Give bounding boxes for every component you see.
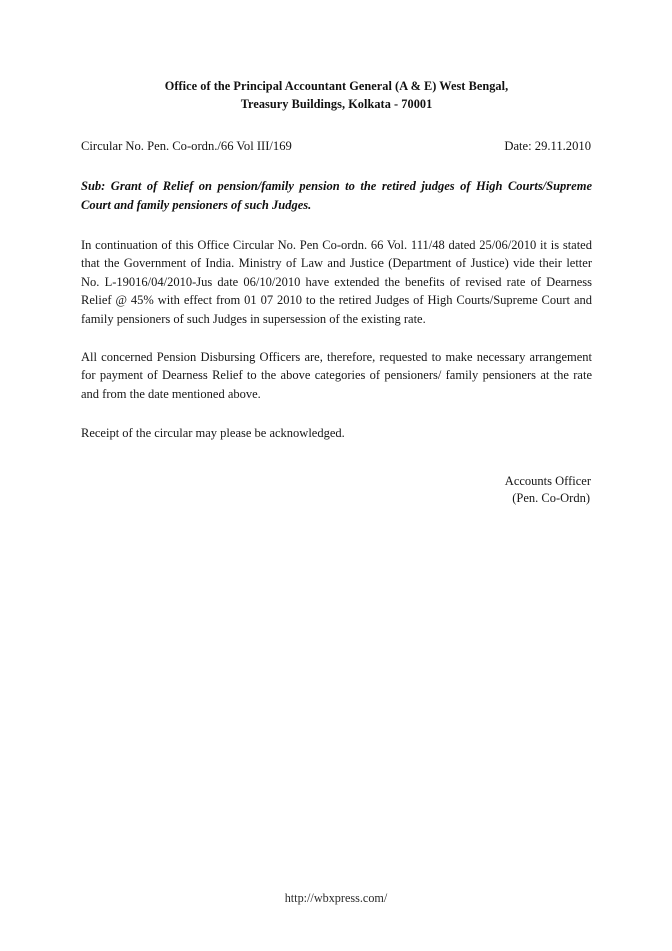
body-paragraph-1: In continuation of this Office Circular No. Pen Co-ordn. 66 Vol. 111/48 dated 25/06/2010 it is stated that the Government of India. Ministry of Law and Justice (Department of Justice) vide their letter No. L-19016/04/2010-Jus date 06/10/2010 have extended the benefits of revised rate of Dearness Relief @ 45% with effect from 01 07 2010 to the retired Judges of High Courts/Supreme Court and family pensioners of such Judges in supersession of the existing rate. xyxy=(81,238,592,326)
footer-watermark xyxy=(0,890,672,906)
signature-designation: Accounts Officer xyxy=(504,473,591,488)
letterhead xyxy=(81,78,592,113)
document-body xyxy=(81,78,592,507)
footer-url: http://wbxpress.com/ xyxy=(284,891,388,905)
reference-row xyxy=(81,138,592,154)
letterhead-line-2: Treasury Buildings, Kolkata - 70001 xyxy=(240,96,433,111)
letterhead-line-1: Office of the Principal Accountant General (A & E) West Bengal, xyxy=(164,79,509,93)
signature-department: (Pen. Co-Ordn) xyxy=(512,490,590,505)
circular-number: Circular No. Pen. Co-ordn./66 Vol III/169 xyxy=(81,139,292,153)
subject-line: Sub: Grant of Relief on pension/family pension to the retired judges of High Courts/Supreme Court and family pensioners of such Judges. xyxy=(81,179,592,212)
body-paragraph-2: All concerned Pension Disbursing Officers are, therefore, requested to make necessary arrangement for payment of Dearness Relief to the above categories of pensioners/ family pensioners at the rate and from the date mentioned above. xyxy=(81,350,592,401)
signature-block xyxy=(81,473,592,507)
circular-date: Date: 29.11.2010 xyxy=(504,139,591,153)
body-paragraph-3: Receipt of the circular may please be acknowledged. xyxy=(81,426,345,441)
